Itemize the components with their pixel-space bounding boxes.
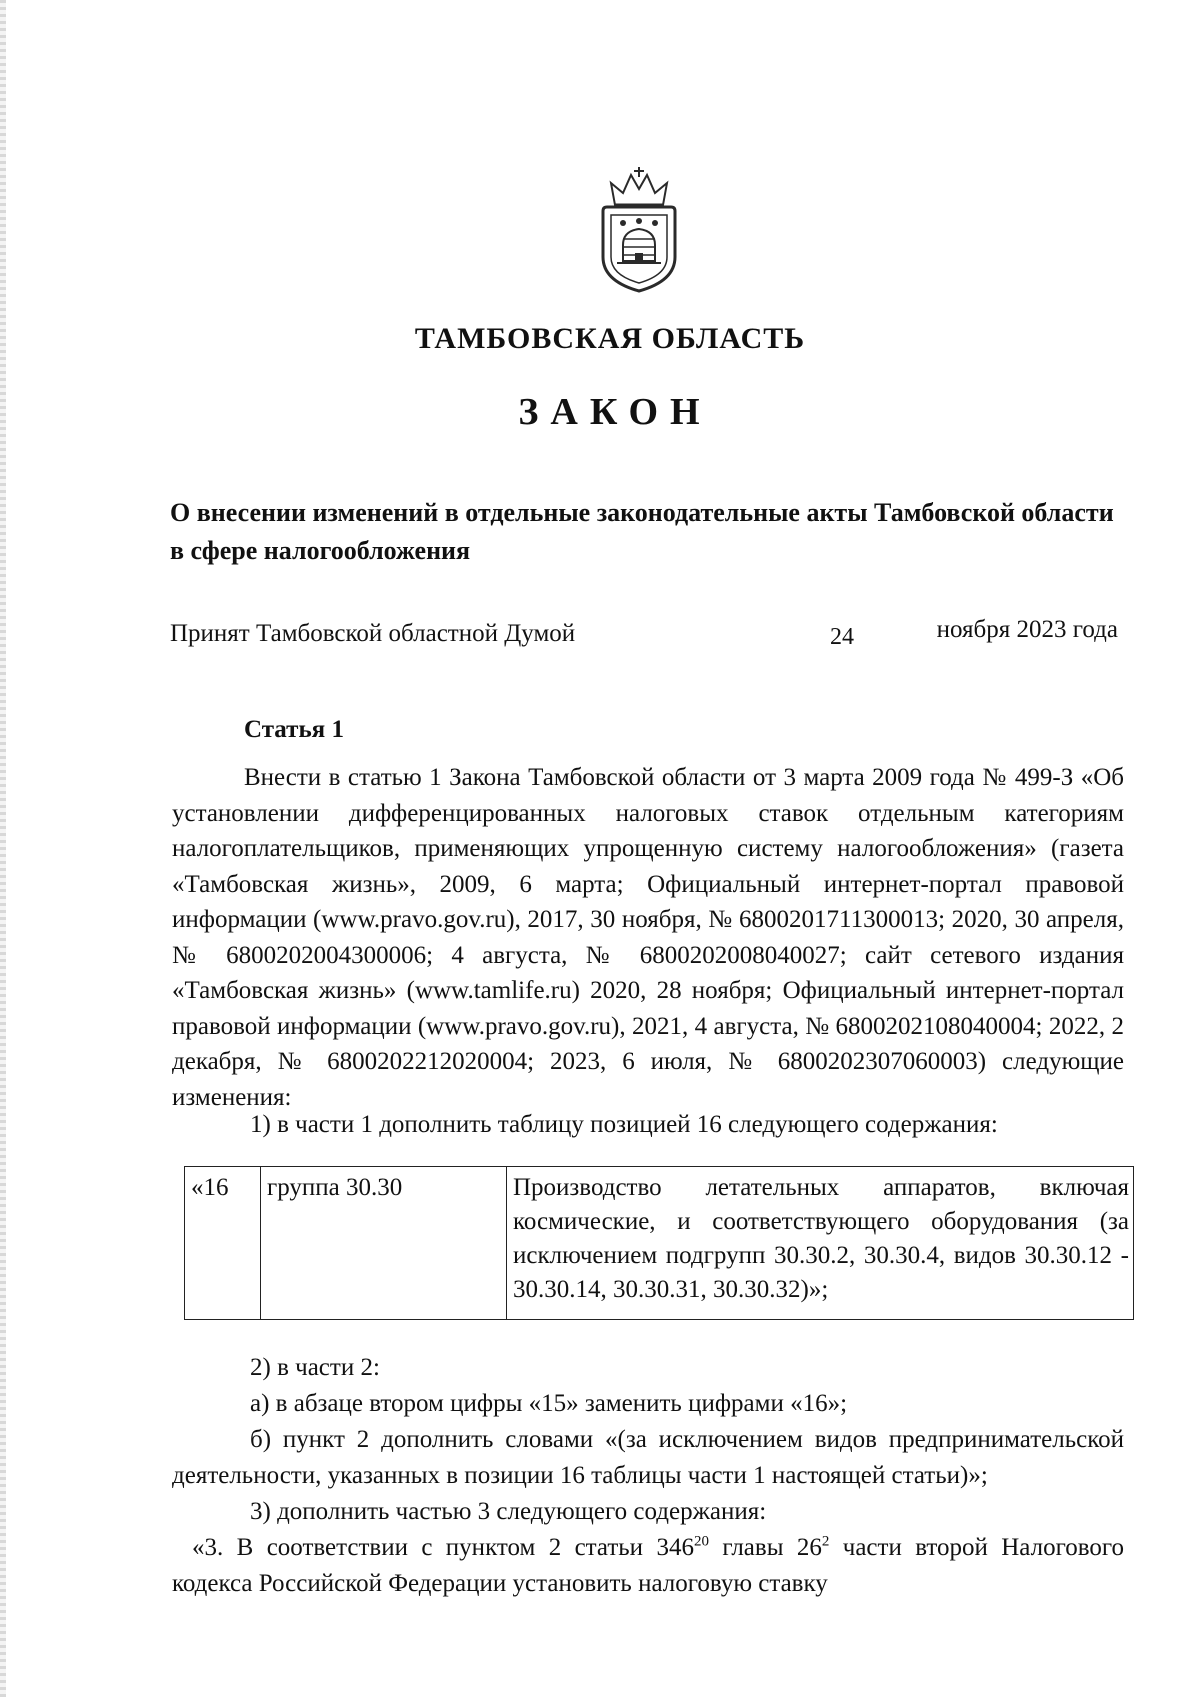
table-cell-description: Производство летательных аппаратов, включая космические, и соответствующего оборудования (за исключением подгрупп 30.30.2, 30.30.4, видов 30.30.12 - 30.30.14, 30.30.31, 30.30.32)»; xyxy=(507,1167,1134,1320)
adoption-line xyxy=(170,616,1130,654)
table-cell-number: «16 xyxy=(185,1167,261,1320)
article-intro-paragraph xyxy=(172,760,1124,1115)
adoption-month-year: ноября 2023 года xyxy=(936,616,1118,643)
adoption-day: 24 xyxy=(830,624,854,650)
amendment-item-2: 2) в части 2: xyxy=(250,1354,380,1381)
document-type-title: ЗАКОН xyxy=(518,391,712,433)
article-intro-text: Внести в статью 1 Закона Тамбовской области от 3 марта 2009 года № 499-З «Об установлении дифференцированных налоговых ставок отдельным категориям налогоплательщиков, применяющих упрощенную систему налогообложения» (газета «Тамбовская жизнь», 2009, 6 марта; Официальный интернет-портал правовой информации (www.pravo.gov.ru), 2017, 30 ноября, № 6800201711300013; 2020, 30 апреля, № 6800202004300006; 4 августа, № 6800202008040027; сайт сетевого издания «Тамбовская жизнь» (www.tamlife.ru) 2020, 28 ноября; Официальный интернет-портал правовой информации (www.pravo.gov.ru), 2021, 4 августа, № 6800202108040004; 2022, 2 декабря, № 6800202212020004; 2023, 6 июля, № 6800202307060003) следующие изменения: xyxy=(172,764,1124,1111)
law-subject-title: О внесении изменений в отдельные законодательные акты Тамбовской области в сфере налогообложения xyxy=(170,498,1114,565)
amendment-item-2b: б) пункт 2 дополнить словами «(за исключением видов предпринимательской деятельности, указанных в позиции 16 таблицы части 1 настоящей статьи)»; xyxy=(172,1426,1124,1489)
amendment-table xyxy=(184,1166,1134,1320)
article-heading: Статья 1 xyxy=(244,716,344,743)
item3-superscript-2: 2 xyxy=(821,1533,830,1550)
amendment-item-2a: а) в абзаце втором цифры «15» заменить цифрами «16»; xyxy=(250,1390,848,1417)
adoption-label: Принят Тамбовской областной Думой xyxy=(170,620,576,647)
item3-superscript-1: 20 xyxy=(693,1533,709,1550)
item3-text-part-a: «3. В соответствии с пунктом 2 статьи 346 xyxy=(192,1534,694,1561)
amendment-item-1: 1) в части 1 дополнить таблицу позицией 16 следующего содержания: xyxy=(250,1111,998,1138)
amendment-item-3: 3) дополнить частью 3 следующего содержания: xyxy=(250,1498,767,1525)
region-title: ТАМБОВСКАЯ ОБЛАСТЬ xyxy=(414,322,806,355)
scan-edge xyxy=(0,0,6,1697)
tambov-coat-of-arms-icon xyxy=(593,165,685,295)
table-cell-group: группа 30.30 xyxy=(261,1167,507,1320)
amendment-items-block xyxy=(172,1350,1124,1602)
amendment-item-3-text xyxy=(172,1530,1124,1602)
table-row xyxy=(185,1167,1134,1320)
item3-text-part-c: части второй Налогового кодекса Российской Федерации установить налоговую ставку xyxy=(172,1534,1124,1597)
item3-text-part-b: главы 26 xyxy=(708,1534,822,1561)
